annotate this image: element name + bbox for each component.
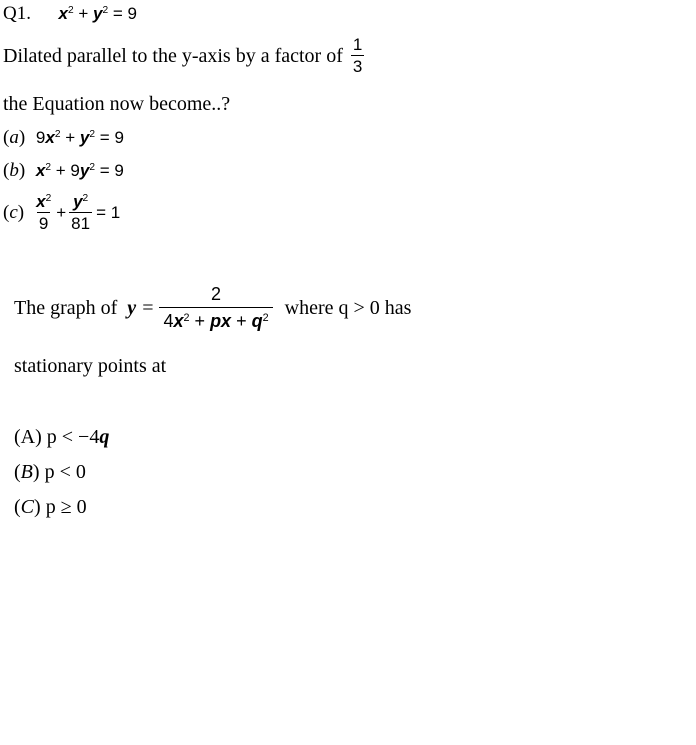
- option-C: (C) p ≥ 0: [14, 496, 87, 518]
- fraction-x-over-9: $\frac{x^2}{9}$: [36, 192, 52, 234]
- q1-instruction: [3, 36, 364, 75]
- instruction-text: Dilated parallel to the y-axis by a factor of: [3, 44, 343, 67]
- q1-equation: $x^2 + y^2 = 9$: [58, 4, 138, 23]
- option-c-label: (c): [3, 202, 25, 224]
- q1-header: [3, 4, 137, 23]
- q1-prompt: the Equation now become..?: [3, 93, 231, 115]
- option-B: (B) p < 0: [14, 461, 86, 483]
- option-a-label: (a): [3, 127, 26, 148]
- q2-prompt: stationary points at: [14, 355, 167, 377]
- option-c: (c) $\frac{x^2}{9}$ + $\frac{y^2}{81}$ = 1: [3, 192, 121, 234]
- question-label: Q1.: [3, 3, 31, 24]
- q2-statement: The graph of y = $\frac{2}{4x^2 + px + q^2}$ where q > 0 has: [14, 284, 412, 331]
- fraction-y-over-81: $\frac{y^2}{81}$: [71, 192, 91, 234]
- option-b-label: (b): [3, 160, 26, 181]
- option-A: (A) p < −4q: [14, 426, 110, 448]
- dilation-factor: $\frac{1}{3}$: [352, 35, 363, 76]
- option-b: (b) $x^2 + 9y^2 = 9$: [3, 160, 124, 181]
- option-a: (a) $9x^2 + y^2 = 9$: [3, 127, 124, 148]
- function-fraction: $\frac{2}{4x^2 + px + q^2}$: [159, 285, 272, 330]
